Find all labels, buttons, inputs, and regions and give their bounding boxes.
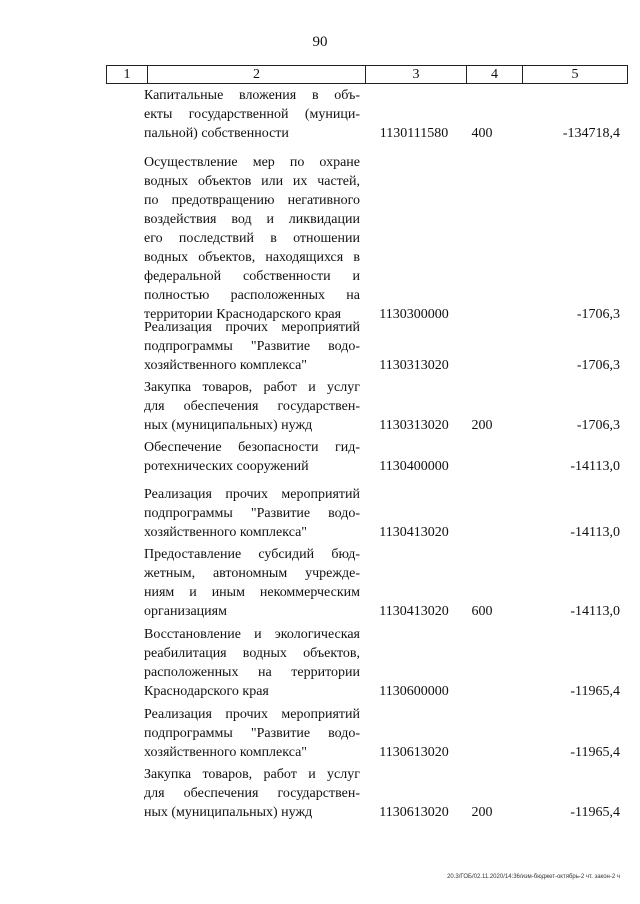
description-line: для обеспечения государствен- [144, 399, 360, 414]
description-line: полностью расположенных на [144, 288, 360, 303]
header-col-2: 2 [148, 66, 366, 83]
row-amount: -14113,0 [570, 459, 620, 474]
description-line: по предотвращению негативного [144, 193, 360, 208]
description-line: ротехнических сооружений [144, 459, 309, 474]
row-code: 1130600000 [379, 684, 449, 699]
header-col-4: 4 [467, 66, 523, 83]
row-code: 1130413020 [379, 525, 449, 540]
row-description [144, 485, 360, 542]
row-code: 1130111580 [379, 126, 449, 141]
row-amount: -14113,0 [570, 525, 620, 540]
description-line: хозяйственного комплекса" [144, 525, 308, 540]
description-line: жетным, автономным учрежде- [144, 566, 360, 581]
row-description [144, 318, 360, 375]
row-amount: -11965,4 [570, 684, 620, 699]
description-line: воздействия вод и ликвидации [144, 212, 360, 227]
description-line: Предоставление субсидий бюд- [144, 547, 360, 562]
description-line: Закупка товаров, работ и услуг [144, 767, 360, 782]
row-code: 1130413020 [379, 604, 449, 619]
row-amount: -1706,3 [576, 307, 620, 322]
row-description [144, 86, 360, 143]
description-line: подпрограммы "Развитие водо- [144, 506, 360, 521]
description-line: Реализация прочих мероприятий [144, 487, 360, 502]
page-number: 90 [312, 34, 328, 50]
row-description [144, 765, 360, 822]
description-line: расположенных на территории [144, 665, 360, 680]
description-line: Осуществление мер по охране [144, 155, 360, 170]
description-line: водных объектов или их частей, [144, 174, 360, 189]
row-type: 200 [471, 418, 493, 433]
description-line: ниям и иным некоммерческим [144, 585, 360, 600]
row-type: 200 [471, 805, 493, 820]
description-line: подпрограммы "Развитие водо- [144, 726, 360, 741]
description-line: подпрограммы "Развитие водо- [144, 339, 360, 354]
row-code: 1130313020 [379, 418, 449, 433]
description-line: ных (муниципальных) нужд [144, 805, 313, 820]
description-line: хозяйственного комплекса" [144, 358, 308, 373]
description-line: Восстановление и экологическая [144, 627, 360, 642]
description-line: водных объектов, находящихся в [144, 250, 360, 265]
row-description [144, 625, 360, 701]
row-code: 1130313020 [379, 358, 449, 373]
row-description [144, 545, 360, 621]
row-description [144, 378, 360, 435]
row-type: 400 [471, 126, 493, 141]
row-amount: -14113,0 [570, 604, 620, 619]
header-col-5: 5 [571, 67, 579, 82]
row-code: 1130400000 [379, 459, 449, 474]
row-description [144, 153, 360, 324]
description-line: хозяйственного комплекса" [144, 745, 308, 760]
description-line: организациям [144, 604, 227, 619]
description-line: для обеспечения государствен- [144, 786, 360, 801]
row-code: 1130300000 [379, 307, 449, 322]
row-description [144, 705, 360, 762]
table-header [106, 65, 628, 84]
description-line: территории Краснодарского края [144, 307, 342, 322]
description-line: Реализация прочих мероприятий [144, 320, 360, 335]
header-col-1: 1 [107, 66, 148, 83]
description-line: Обеспечение безопасности гид- [144, 440, 360, 455]
description-line: Краснодарского края [144, 684, 269, 699]
footer-stamp: 20.3/ГОБ/02.11.2020/14:36/изм-бюджет-октябрь-2 чт. закон-2 ч [447, 874, 620, 880]
header-col-3: 3 [366, 66, 467, 83]
description-line: федеральной собственности и [144, 269, 360, 284]
description-line: реабилитация водных объектов, [144, 646, 360, 661]
row-amount: -11965,4 [570, 745, 620, 760]
description-line: Закупка товаров, работ и услуг [144, 380, 360, 395]
row-amount: -1706,3 [576, 358, 620, 373]
description-line: ных (муниципальных) нужд [144, 418, 313, 433]
row-amount: -11965,4 [570, 805, 620, 820]
description-line: Реализация прочих мероприятий [144, 707, 360, 722]
description-line: Капитальные вложения в объ- [144, 88, 360, 103]
row-code: 1130613020 [379, 745, 449, 760]
description-line: екты государственной (муници- [144, 107, 360, 122]
row-type: 600 [471, 604, 493, 619]
row-amount: -1706,3 [576, 418, 620, 433]
description-line: пальной) собственности [144, 126, 289, 141]
description-line: его последствий в отношении [144, 231, 360, 246]
row-description [144, 438, 360, 476]
row-amount: -134718,4 [562, 126, 620, 141]
row-code: 1130613020 [379, 805, 449, 820]
